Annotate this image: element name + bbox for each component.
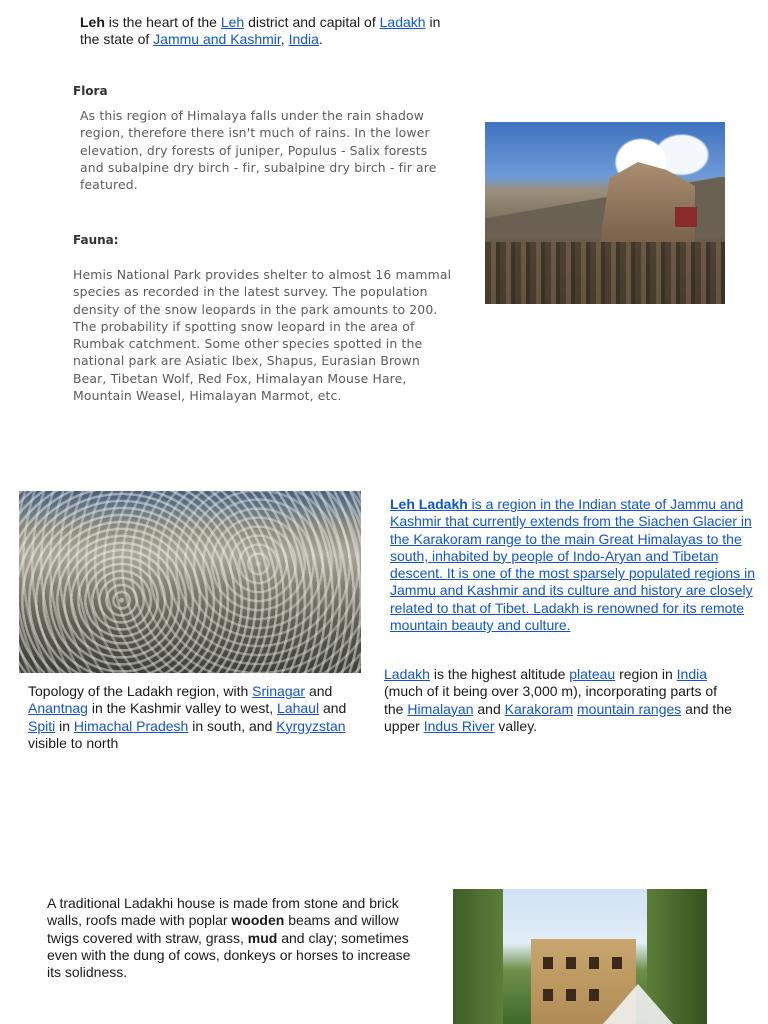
india-link-2[interactable]: India	[676, 666, 708, 682]
caption-text-7: visible to north	[28, 734, 119, 751]
plateau-text-7: valley.	[494, 717, 538, 734]
plateau-text-6: and the upper	[384, 700, 732, 734]
town-shape	[485, 242, 725, 304]
kyrgyzstan-link[interactable]: Kyrgyzstan	[276, 717, 346, 734]
house-text-1: A traditional Ladakhi house is made from stone and brick walls, roofs made with poplar	[47, 895, 399, 929]
leh-palace-photo	[485, 122, 725, 304]
intro-paragraph	[80, 14, 460, 49]
himachal-pradesh-link[interactable]: Himachal Pradesh	[73, 717, 189, 734]
snow-texture	[19, 491, 361, 673]
intro-text-5: .	[318, 31, 323, 48]
plateau-link[interactable]: plateau	[569, 666, 616, 682]
flora-heading: Flora	[73, 84, 108, 98]
tree-left-shape	[453, 889, 503, 1024]
intro-text-2: district and capital of	[244, 14, 380, 30]
ladakh-link-2[interactable]: Ladakh	[384, 666, 430, 682]
lahaul-link[interactable]: Lahaul	[277, 700, 320, 717]
intro-text-4: ,	[280, 31, 289, 48]
caption-text-4: and	[319, 700, 347, 717]
leh-ladakh-paragraph[interactable]	[390, 496, 765, 634]
caption-text-2: and	[305, 683, 333, 699]
flora-text: As this region of Himalaya falls under the rain shadow region, therefore there isn't much of rains. In the lower elevation, dry forests of juniper, Populus - Salix forests and subalpine dry birch - fir, subalpine dry birch - fir are featured.	[80, 108, 437, 193]
plateau-text-4: and	[473, 700, 505, 717]
intro-text-1: is the heart of the	[104, 14, 221, 30]
indus-river-link[interactable]: Indus River	[423, 717, 495, 734]
fauna-heading: Fauna:	[73, 233, 119, 247]
caption-text-5: in	[55, 717, 74, 734]
srinagar-link[interactable]: Srinagar	[252, 683, 306, 699]
india-link[interactable]: India	[288, 31, 319, 48]
window-shape	[566, 957, 576, 969]
window-shape	[589, 957, 599, 969]
intro-text-3: in the state of	[80, 14, 441, 48]
leh-link[interactable]: Leh	[220, 14, 245, 30]
red-building-shape	[675, 207, 697, 227]
wooden-bold: wooden	[231, 912, 285, 929]
window-shape	[543, 989, 553, 1001]
house-text-2: beams and willow twigs covered with straw, grass,	[47, 912, 399, 946]
leh-ladakh-bold: Leh Ladakh	[390, 496, 468, 512]
leh-bold: Leh	[80, 14, 105, 30]
himalayan-link[interactable]: Himalayan	[407, 700, 474, 717]
mud-bold: mud	[247, 929, 278, 946]
window-shape	[612, 957, 622, 969]
map-label: ·	[284, 641, 286, 648]
karakoram-link[interactable]: Karakoram	[504, 700, 574, 717]
spiti-link[interactable]: Spiti	[28, 717, 56, 734]
house-text-3: and clay; sometimes even with the dung of cows, donkeys or horses to increase its solidness.	[47, 929, 411, 981]
tree-right-shape	[647, 889, 707, 1024]
window-shape	[566, 989, 576, 1001]
ladakh-link[interactable]: Ladakh	[379, 14, 426, 30]
plateau-paragraph	[384, 666, 734, 735]
plateau-text-2: region in	[615, 666, 677, 682]
leh-ladakh-text: is a region in the Indian state of Jammu and Kashmir that currently extends from the Siachen Glacier in the Karakoram range to the main Great Himalayas to the south, inhabited by people of Indo-Aryan and Tibetan descent. It is one of the most sparsely populated regions in Jammu and Kashmir and its culture and history are closely related to that of Tibet. Ladakh is renowned for its remote mountain beauty and culture.	[390, 496, 755, 634]
palace-shape	[600, 162, 695, 242]
anantnag-link[interactable]: Anantnag	[28, 700, 88, 717]
plateau-text-3: (much of it being over 3,000 m), incorporating parts of the	[384, 683, 718, 717]
caption-text-6: in south, and	[188, 717, 277, 734]
window-shape	[543, 957, 553, 969]
ladakh-topography-map	[19, 491, 361, 673]
ladakhi-house-photo	[453, 889, 707, 1024]
map-caption	[28, 683, 358, 752]
jammu-kashmir-link[interactable]: Jammu and Kashmir	[153, 31, 281, 48]
leh-ladakh-link[interactable]	[390, 496, 755, 633]
map-label: ·	[39, 581, 41, 588]
house-paragraph	[47, 895, 427, 981]
window-shape	[589, 989, 599, 1001]
caption-text-1: Topology of the Ladakh region, with	[28, 683, 253, 699]
mountain-ranges-link[interactable]: mountain ranges	[577, 700, 682, 717]
map-label: ·	[179, 596, 181, 603]
fauna-text: Hemis National Park provides shelter to almost 16 mammal species as recorded in the latest survey. The population density of the snow leopards in the park amounts to 200. The probability if spotting snow leopard in the area of Rumbak catchment. Some other species spotted in the national park are Asiatic Ibex, Shapus, Eurasian Brown Bear, Tibetan Wolf, Red Fox, Himalayan Mouse Hare, Mountain Weasel, Himalayan Marmot, etc.	[73, 267, 452, 404]
plateau-text-1: is the highest altitude	[429, 666, 570, 682]
caption-text-3: in the Kashmir valley to west,	[87, 700, 278, 717]
